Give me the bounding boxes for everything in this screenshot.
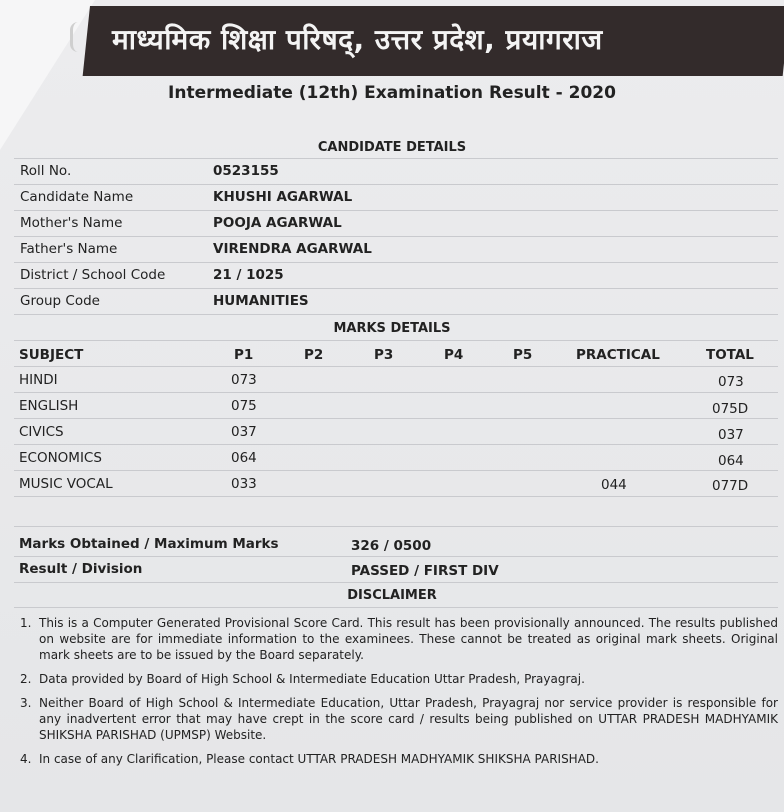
subject-cell: MUSIC VOCAL [19, 476, 113, 492]
mother-name-value: POOJA AGARWAL [213, 215, 342, 231]
divider [14, 418, 778, 419]
marks-section-title: MARKS DETAILS [333, 321, 451, 336]
disclaimer-number: 3. [20, 696, 32, 710]
divider [14, 288, 778, 289]
total-cell: 077D [712, 478, 749, 494]
disclaimer-item [20, 671, 778, 687]
result-division-value: PASSED / FIRST DIV [351, 563, 499, 579]
subject-cell: CIVICS [19, 424, 64, 440]
header-practical: PRACTICAL [576, 347, 660, 363]
divider [14, 262, 778, 263]
group-code-label: Group Code [20, 293, 100, 309]
total-cell: 037 [718, 427, 744, 443]
divider [14, 607, 778, 608]
result-division-label: Result / Division [19, 561, 143, 577]
header-total: TOTAL [706, 347, 754, 363]
exam-title: Intermediate (12th) Examination Result - 2020 [168, 83, 616, 103]
divider [14, 158, 778, 159]
header-p1: P1 [234, 347, 254, 363]
disclaimer-item [20, 695, 778, 743]
disclaimer-text: This is a Computer Generated Provisional Score Card. This result has been provisionally announced. The results published on website are for immediate information to the examinees. These cannot be treated as original mark sheets. Original mark sheets are to be issued by the Board separately. [39, 616, 778, 662]
divider [14, 582, 778, 583]
divider [14, 340, 778, 341]
candidate-section-title: CANDIDATE DETAILS [317, 140, 467, 155]
divider [14, 444, 778, 445]
father-name-label: Father's Name [20, 241, 118, 257]
header-p2: P2 [304, 347, 324, 363]
divider [14, 392, 778, 393]
group-code-value: HUMANITIES [213, 293, 309, 309]
disclaimer-text: In case of any Clarification, Please contact UTTAR PRADESH MADHYAMIK SHIKSHA PARISHAD. [39, 752, 599, 766]
marks-obtained-value: 326 / 0500 [351, 538, 432, 554]
p1-cell: 033 [231, 476, 257, 492]
roll-no-label: Roll No. [20, 163, 72, 179]
p1-cell: 037 [231, 424, 257, 440]
divider [14, 366, 778, 367]
disclaimer-title: DISCLAIMER [347, 588, 437, 603]
header-p3: P3 [374, 347, 394, 363]
emblem-icon [70, 22, 87, 52]
district-school-value: 21 / 1025 [213, 267, 284, 283]
disclaimer-item [20, 615, 778, 663]
p1-cell: 073 [231, 372, 257, 388]
candidate-name-label: Candidate Name [20, 189, 134, 205]
marks-obtained-label: Marks Obtained / Maximum Marks [19, 536, 279, 552]
header-p4: P4 [444, 347, 464, 363]
header-subject: SUBJECT [19, 347, 84, 363]
divider [14, 210, 778, 211]
total-cell: 064 [718, 453, 744, 469]
board-name: माध्यमिक शिक्षा परिषद्, उत्तर प्रदेश, प्रयागराज [112, 23, 603, 56]
disclaimer-text: Data provided by Board of High School & Intermediate Education Uttar Pradesh, Prayagraj. [39, 672, 585, 686]
district-school-label: District / School Code [20, 267, 166, 283]
divider [14, 184, 778, 185]
disclaimer-number: 1. [20, 616, 32, 630]
roll-no-value: 0523155 [213, 163, 279, 179]
divider [14, 470, 778, 471]
disclaimer-item [20, 751, 778, 767]
total-cell: 073 [718, 374, 744, 390]
disclaimer-text: Neither Board of High School & Intermediate Education, Uttar Pradesh, Prayagraj nor service provider is responsible for any inadvertent error that may have crept in the score card / results being published on UTTAR PRADESH MADHYAMIK SHIKSHA PARISHAD (UPMSP) Website. [39, 696, 778, 742]
divider [14, 526, 778, 527]
divider [14, 314, 778, 315]
p1-cell: 075 [231, 398, 257, 414]
p1-cell: 064 [231, 450, 257, 466]
subject-cell: ENGLISH [19, 398, 79, 414]
header-p5: P5 [513, 347, 533, 363]
divider [14, 236, 778, 237]
candidate-name-value: KHUSHI AGARWAL [213, 189, 353, 205]
divider [14, 556, 778, 557]
disclaimer-number: 4. [20, 752, 32, 766]
divider [14, 496, 778, 497]
practical-cell: 044 [601, 477, 627, 493]
disclaimer-list [20, 615, 778, 775]
subject-cell: HINDI [19, 372, 58, 388]
disclaimer-number: 2. [20, 672, 32, 686]
mother-name-label: Mother's Name [20, 215, 123, 231]
total-cell: 075D [712, 401, 749, 417]
father-name-value: VIRENDRA AGARWAL [213, 241, 372, 257]
subject-cell: ECONOMICS [19, 450, 102, 466]
